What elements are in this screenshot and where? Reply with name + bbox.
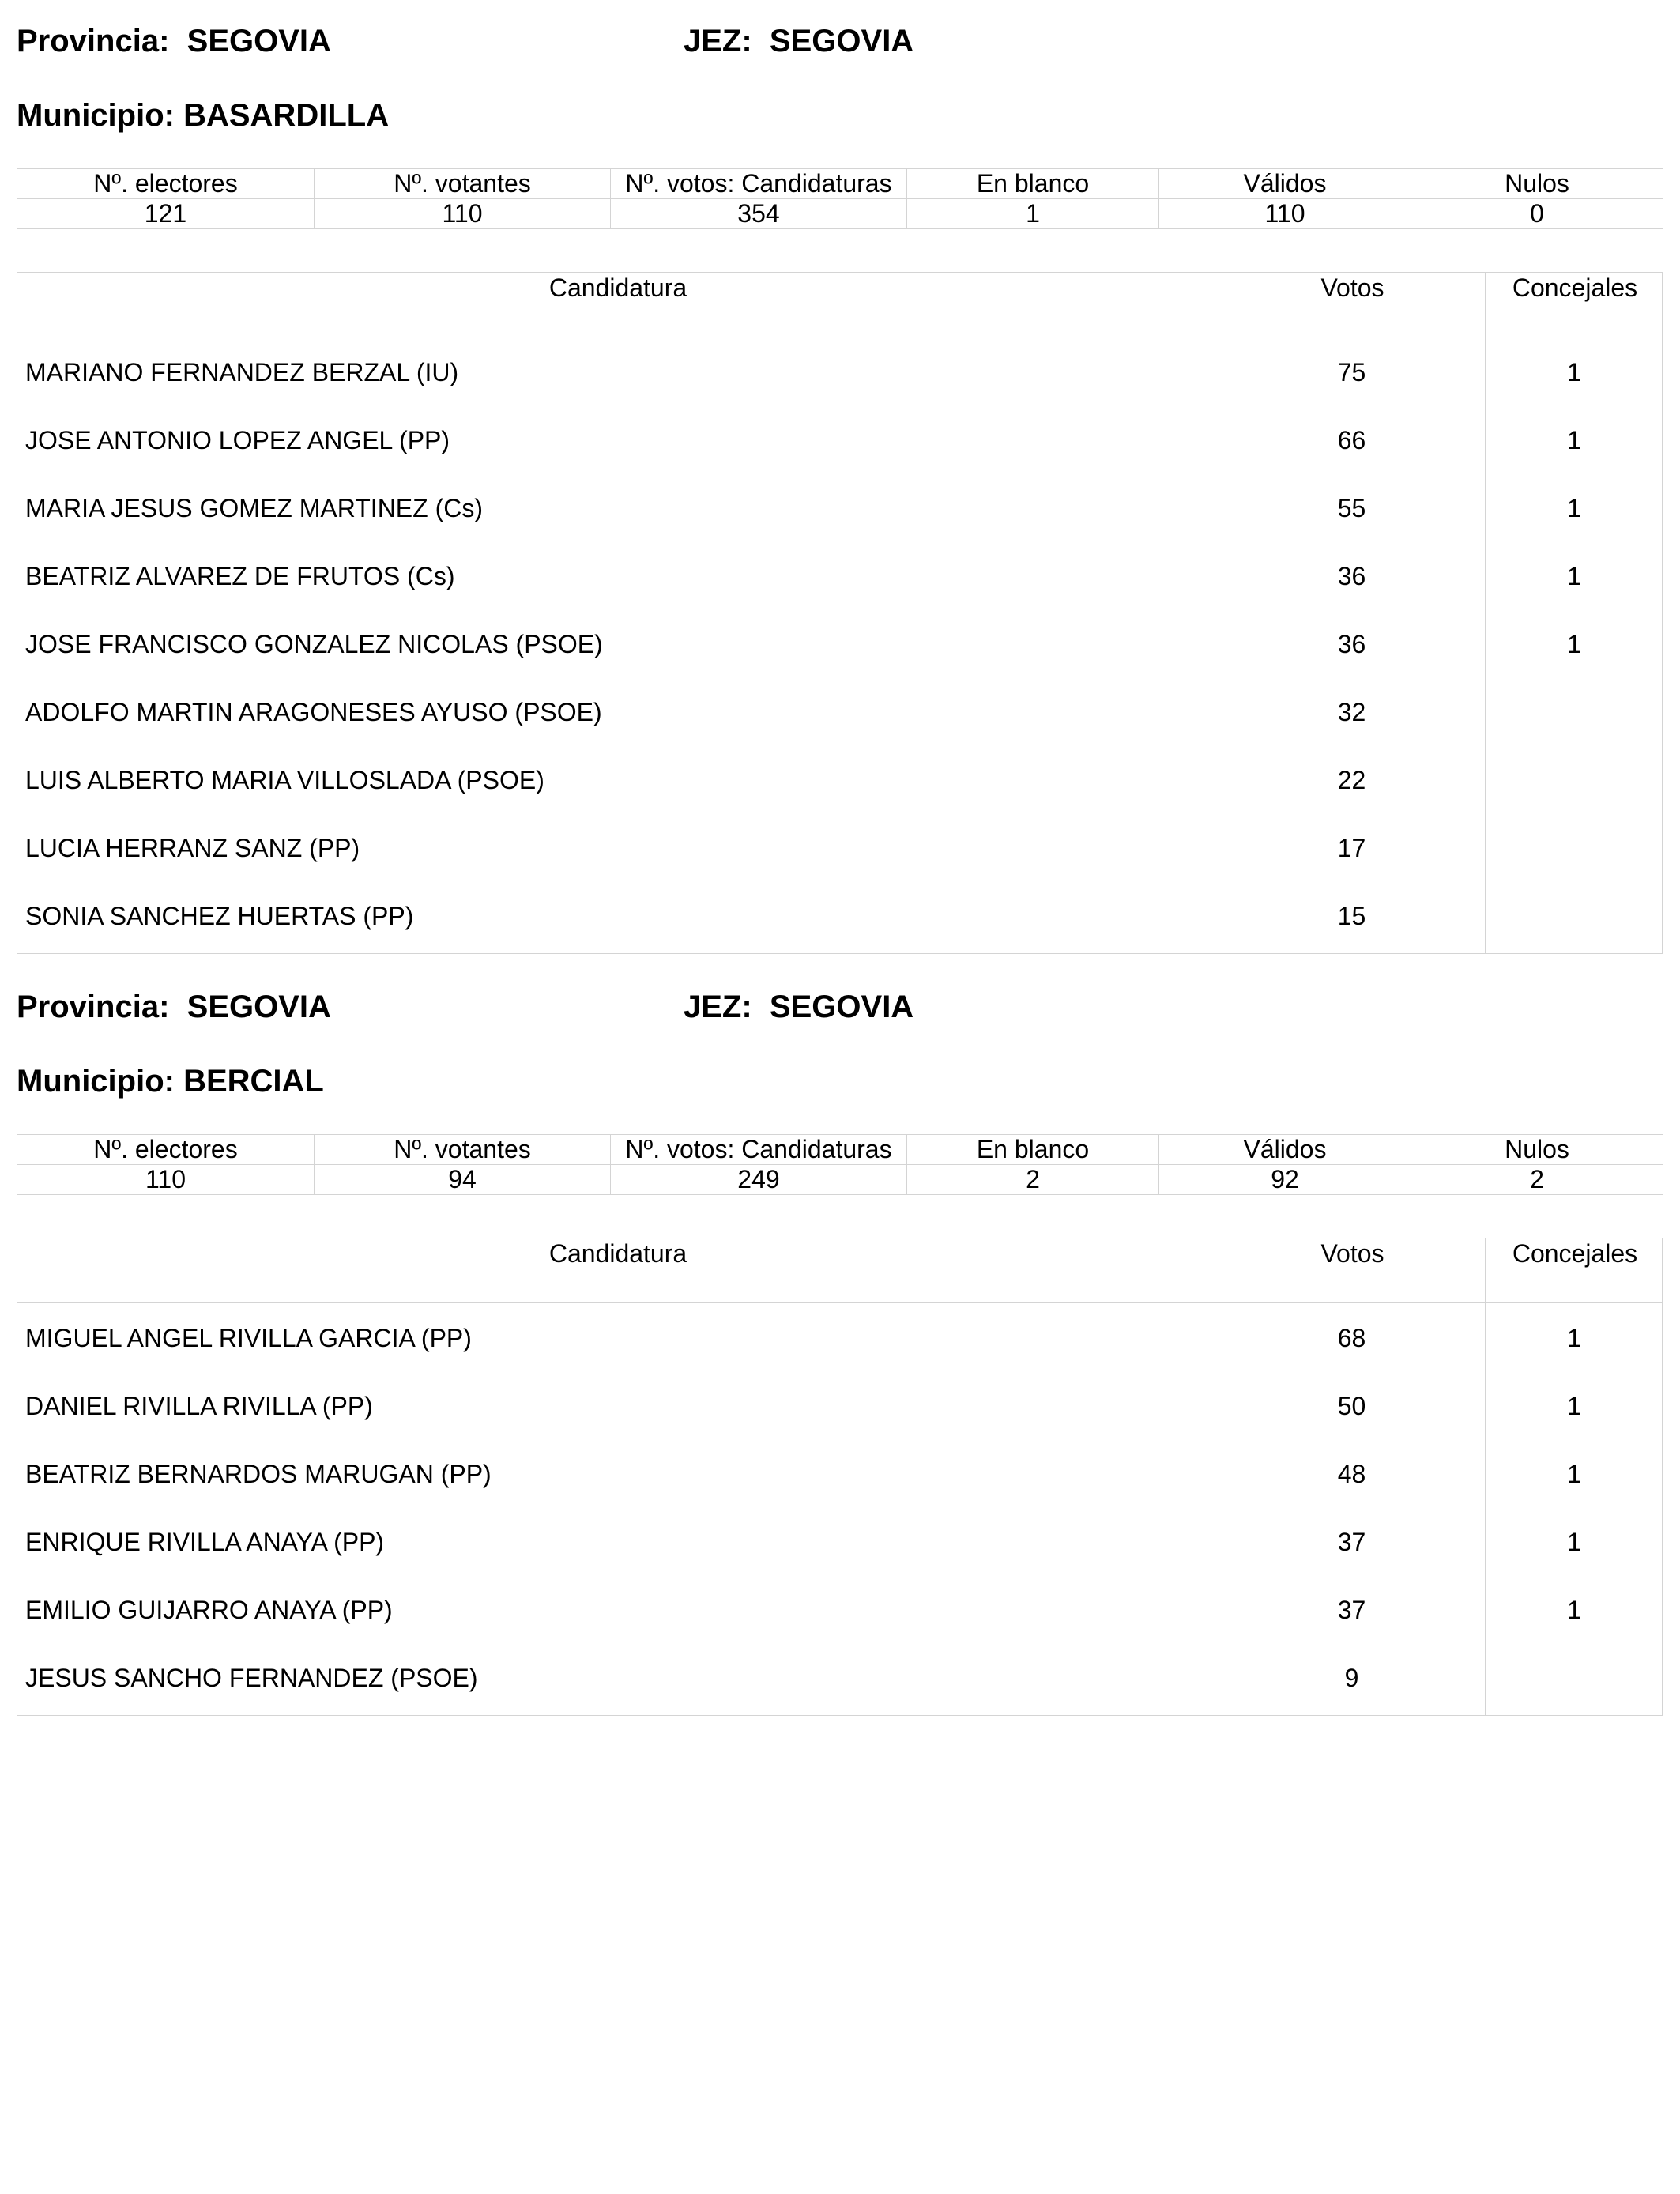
candidate-votes: 68 bbox=[1337, 1324, 1366, 1352]
candidate-row bbox=[17, 338, 1662, 406]
summary-header-votos-candidaturas: Nº. votos: Candidaturas bbox=[611, 1135, 907, 1165]
candidate-votes: 15 bbox=[1337, 902, 1366, 930]
candidate-name: ADOLFO MARTIN ARAGONESES AYUSO (PSOE) bbox=[25, 698, 602, 726]
municipio-heading bbox=[17, 1064, 324, 1099]
summary-header-validos: Válidos bbox=[1159, 169, 1411, 199]
candidate-row bbox=[17, 1644, 1662, 1712]
candidate-votes: 37 bbox=[1337, 1528, 1366, 1556]
candidate-name: JOSE ANTONIO LOPEZ ANGEL (PP) bbox=[25, 426, 450, 454]
candidate-row bbox=[17, 406, 1662, 474]
candidate-name: BEATRIZ BERNARDOS MARUGAN (PP) bbox=[25, 1460, 492, 1488]
provincia-heading bbox=[17, 24, 331, 59]
candidate-votes: 9 bbox=[1344, 1664, 1359, 1692]
candidate-votes: 32 bbox=[1337, 698, 1366, 726]
candidate-votes: 37 bbox=[1337, 1596, 1366, 1624]
candidate-name: ENRIQUE RIVILLA ANAYA (PP) bbox=[25, 1528, 385, 1556]
summary-table bbox=[17, 168, 1663, 229]
header-concejales: Concejales bbox=[1485, 273, 1664, 337]
candidate-row bbox=[17, 474, 1662, 542]
summary-value-votos-candidaturas: 249 bbox=[611, 1165, 907, 1195]
summary-header-electores: Nº. electores bbox=[17, 169, 315, 199]
candidates-body bbox=[17, 337, 1662, 953]
candidate-name: BEATRIZ ALVAREZ DE FRUTOS (Cs) bbox=[25, 562, 455, 590]
section-header bbox=[17, 990, 1663, 1034]
candidate-votes: 48 bbox=[1337, 1460, 1366, 1488]
candidate-row bbox=[17, 610, 1662, 678]
header-candidatura: Candidatura bbox=[548, 273, 687, 302]
candidate-name: DANIEL RIVILLA RIVILLA (PP) bbox=[25, 1392, 373, 1420]
section-header bbox=[17, 24, 1663, 68]
candidate-row bbox=[17, 1508, 1662, 1576]
candidate-concejales: 1 bbox=[1567, 494, 1581, 522]
provincia-value: SEGOVIA bbox=[186, 990, 331, 1024]
summary-value-en-blanco: 2 bbox=[907, 1165, 1159, 1195]
candidate-votes: 55 bbox=[1337, 494, 1366, 522]
candidate-votes: 22 bbox=[1337, 766, 1366, 794]
candidate-name: MIGUEL ANGEL RIVILLA GARCIA (PP) bbox=[25, 1324, 472, 1352]
summary-value-validos: 110 bbox=[1159, 199, 1411, 229]
candidates-header-row bbox=[17, 1238, 1662, 1303]
jez-label: JEZ: bbox=[684, 990, 752, 1024]
candidate-concejales: 1 bbox=[1567, 1596, 1581, 1624]
candidate-concejales bbox=[1485, 882, 1663, 950]
candidate-concejales: 1 bbox=[1567, 1528, 1581, 1556]
municipio-value: BERCIAL bbox=[183, 1064, 324, 1099]
header-candidatura: Candidatura bbox=[548, 1239, 687, 1268]
candidate-votes: 36 bbox=[1337, 630, 1366, 658]
candidate-row bbox=[17, 678, 1662, 746]
provincia-label: Provincia: bbox=[17, 24, 170, 58]
candidate-concejales: 1 bbox=[1567, 358, 1581, 386]
candidate-concejales: 1 bbox=[1567, 426, 1581, 454]
candidate-name: LUIS ALBERTO MARIA VILLOSLADA (PSOE) bbox=[25, 766, 544, 794]
municipio-label: Municipio: bbox=[17, 98, 175, 133]
candidates-body bbox=[17, 1303, 1662, 1715]
candidate-name: MARIANO FERNANDEZ BERZAL (IU) bbox=[25, 358, 459, 386]
candidate-row bbox=[17, 882, 1662, 950]
candidate-concejales: 1 bbox=[1567, 1324, 1581, 1352]
summary-value-votos-candidaturas: 354 bbox=[611, 199, 907, 229]
candidates-header-row bbox=[17, 273, 1662, 337]
provincia-label: Provincia: bbox=[17, 990, 170, 1024]
summary-header-votantes: Nº. votantes bbox=[315, 1135, 611, 1165]
candidate-name: JESUS SANCHO FERNANDEZ (PSOE) bbox=[25, 1664, 478, 1692]
summary-value-electores: 121 bbox=[17, 199, 315, 229]
summary-value-en-blanco: 1 bbox=[907, 199, 1159, 229]
candidate-concejales bbox=[1485, 1644, 1663, 1712]
summary-header-row bbox=[17, 169, 1663, 199]
header-concejales: Concejales bbox=[1485, 1238, 1664, 1302]
summary-value-nulos: 0 bbox=[1411, 199, 1663, 229]
candidate-concejales: 1 bbox=[1567, 1460, 1581, 1488]
candidate-row bbox=[17, 1372, 1662, 1440]
summary-header-nulos: Nulos bbox=[1411, 169, 1663, 199]
municipio-heading bbox=[17, 98, 389, 134]
summary-header-en-blanco: En blanco bbox=[907, 1135, 1159, 1165]
summary-header-nulos: Nulos bbox=[1411, 1135, 1663, 1165]
candidate-row bbox=[17, 746, 1662, 814]
summary-header-en-blanco: En blanco bbox=[907, 169, 1159, 199]
municipio-label: Municipio: bbox=[17, 1064, 175, 1099]
candidate-concejales: 1 bbox=[1567, 1392, 1581, 1420]
candidate-row bbox=[17, 1440, 1662, 1508]
candidate-votes: 50 bbox=[1337, 1392, 1366, 1420]
summary-header-votantes: Nº. votantes bbox=[315, 169, 611, 199]
summary-header-electores: Nº. electores bbox=[17, 1135, 315, 1165]
candidate-concejales: 1 bbox=[1567, 562, 1581, 590]
candidates-table bbox=[17, 272, 1663, 954]
candidate-votes: 36 bbox=[1337, 562, 1366, 590]
jez-value: SEGOVIA bbox=[769, 24, 914, 58]
candidate-name: EMILIO GUIJARRO ANAYA (PP) bbox=[25, 1596, 393, 1624]
candidate-name: LUCIA HERRANZ SANZ (PP) bbox=[25, 834, 360, 862]
candidate-concejales bbox=[1485, 814, 1663, 882]
summary-value-electores: 110 bbox=[17, 1165, 315, 1195]
summary-value-row bbox=[17, 1165, 1663, 1195]
candidate-name: JOSE FRANCISCO GONZALEZ NICOLAS (PSOE) bbox=[25, 630, 603, 658]
candidate-votes: 17 bbox=[1337, 834, 1366, 862]
candidate-concejales bbox=[1485, 678, 1663, 746]
summary-value-nulos: 2 bbox=[1411, 1165, 1663, 1195]
candidate-concejales bbox=[1485, 746, 1663, 814]
municipio-value: BASARDILLA bbox=[183, 98, 390, 133]
summary-value-votantes: 94 bbox=[315, 1165, 611, 1195]
summary-table bbox=[17, 1134, 1663, 1195]
candidate-row bbox=[17, 1304, 1662, 1372]
jez-heading bbox=[684, 990, 913, 1025]
candidate-row bbox=[17, 1576, 1662, 1644]
summary-header-validos: Válidos bbox=[1159, 1135, 1411, 1165]
provincia-heading bbox=[17, 990, 331, 1025]
provincia-value: SEGOVIA bbox=[186, 24, 331, 58]
candidates-table bbox=[17, 1238, 1663, 1716]
summary-header-row bbox=[17, 1135, 1663, 1165]
candidate-row bbox=[17, 542, 1662, 610]
candidate-votes: 66 bbox=[1337, 426, 1366, 454]
jez-heading bbox=[684, 24, 913, 59]
summary-value-row bbox=[17, 199, 1663, 229]
header-votos: Votos bbox=[1219, 1238, 1486, 1302]
summary-value-votantes: 110 bbox=[315, 199, 611, 229]
summary-header-votos-candidaturas: Nº. votos: Candidaturas bbox=[611, 169, 907, 199]
summary-value-validos: 92 bbox=[1159, 1165, 1411, 1195]
candidate-row bbox=[17, 814, 1662, 882]
header-votos: Votos bbox=[1219, 273, 1486, 337]
candidate-name: SONIA SANCHEZ HUERTAS (PP) bbox=[25, 902, 414, 930]
jez-label: JEZ: bbox=[684, 24, 752, 58]
candidate-name: MARIA JESUS GOMEZ MARTINEZ (Cs) bbox=[25, 494, 483, 522]
candidate-concejales: 1 bbox=[1567, 630, 1581, 658]
candidate-votes: 75 bbox=[1337, 358, 1366, 386]
jez-value: SEGOVIA bbox=[769, 990, 914, 1024]
